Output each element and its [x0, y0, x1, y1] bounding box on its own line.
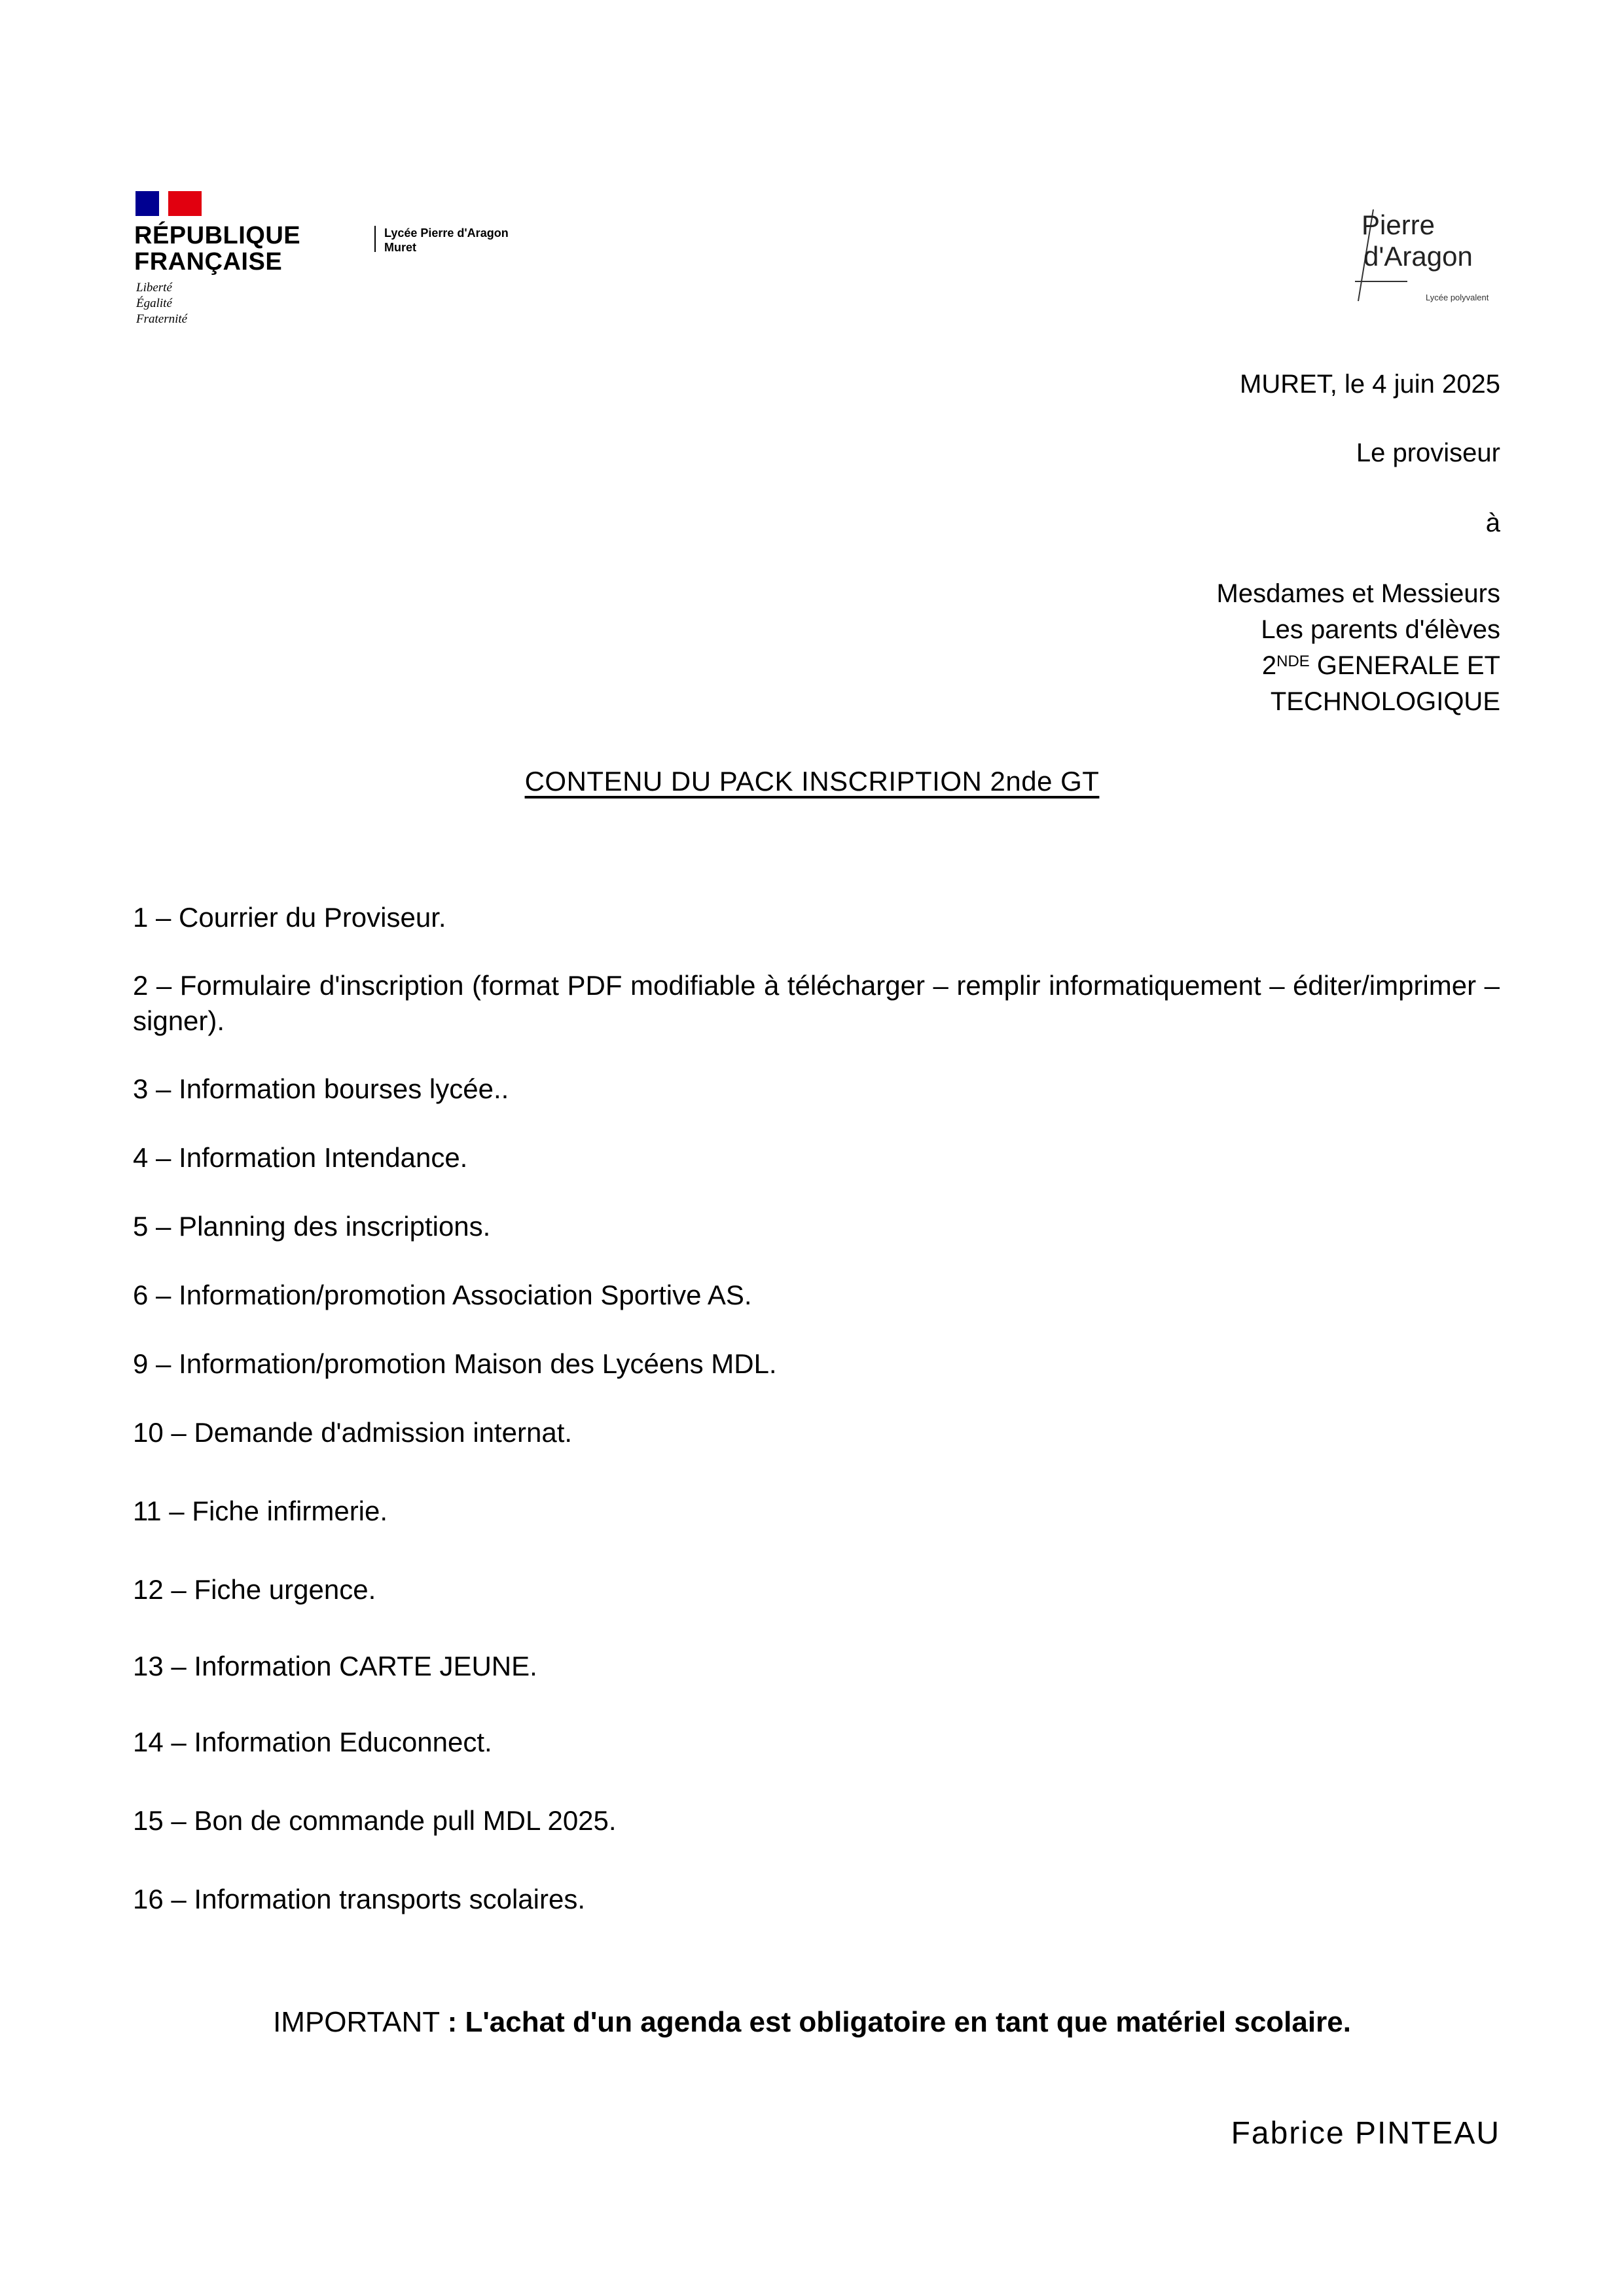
list-item: 5 – Planning des inscriptions. — [133, 1211, 491, 1242]
list-item: 10 – Demande d'admission internat. — [133, 1417, 573, 1448]
republique-francaise-wordmark — [134, 223, 300, 275]
recipient-line-1: Mesdames et Messieurs — [1216, 579, 1500, 608]
list-item: 4 – Information Intendance. — [133, 1142, 468, 1173]
list-item: 13 – Information CARTE JEUNE. — [133, 1651, 537, 1681]
list-item: 14 – Information Educonnect. — [133, 1727, 492, 1757]
place-date: MURET, le 4 juin 2025 — [1240, 370, 1500, 399]
class-superscript: NDE — [1276, 653, 1310, 670]
list-item: 1 – Courrier du Proviseur. — [133, 902, 446, 933]
sender: Le proviseur — [1356, 439, 1500, 467]
school-identity — [384, 226, 509, 255]
important-notice — [0, 2006, 1624, 2039]
signature: Fabrice PINTEAU — [1231, 2116, 1500, 2151]
list-item: 16 – Information transports scolaires. — [133, 1884, 585, 1914]
logo-line-1: Pierre — [1362, 209, 1435, 240]
logo-subtitle: Lycée polyvalent — [1426, 293, 1489, 302]
list-item: 3 – Information bourses lycée.. — [133, 1073, 509, 1104]
french-flag-logo — [135, 191, 202, 216]
list-item: 11 – Fiche infirmerie. — [133, 1496, 388, 1526]
motto-fraternite: Fraternité — [136, 312, 188, 326]
list-item: 9 – Information/promotion Maison des Lycéens MDL. — [133, 1348, 777, 1379]
motto-liberte: Liberté — [136, 281, 172, 295]
important-label: IMPORTANT — [273, 2006, 440, 2038]
republic-line-2: FRANÇAISE — [134, 248, 283, 276]
school-city: Muret — [384, 241, 416, 254]
republic-motto — [136, 280, 187, 327]
important-text: : L'achat d'un agenda est obligatoire en tant que matériel scolaire. — [447, 2006, 1351, 2038]
document-title: CONTENU DU PACK INSCRIPTION 2nde GT — [524, 766, 1100, 797]
school-name: Lycée Pierre d'Aragon — [384, 226, 509, 240]
class-number: 2 — [1261, 651, 1277, 680]
list-item: 15 – Bon de commande pull MDL 2025. — [133, 1805, 617, 1836]
list-item: 2 – Formulaire d'inscription (format PDF modifiable à télécharger – remplir informatiquement – éditer/imprimer – signer). — [133, 970, 1500, 1036]
to-word: à — [1485, 509, 1500, 537]
motto-egalite: Égalité — [136, 296, 172, 310]
list-item: 6 – Information/promotion Association Sportive AS. — [133, 1280, 752, 1310]
list-item: 12 – Fiche urgence. — [133, 1574, 376, 1605]
header-separator — [374, 226, 376, 252]
logo-line-2: d'Aragon — [1363, 241, 1473, 272]
recipient-line-3 — [1262, 651, 1500, 681]
recipient-line-4: TECHNOLOGIQUE — [1270, 687, 1500, 716]
class-level: GENERALE ET — [1309, 651, 1500, 680]
recipient-line-2: Les parents d'élèves — [1261, 615, 1500, 644]
republic-line-1: RÉPUBLIQUE — [134, 222, 301, 249]
